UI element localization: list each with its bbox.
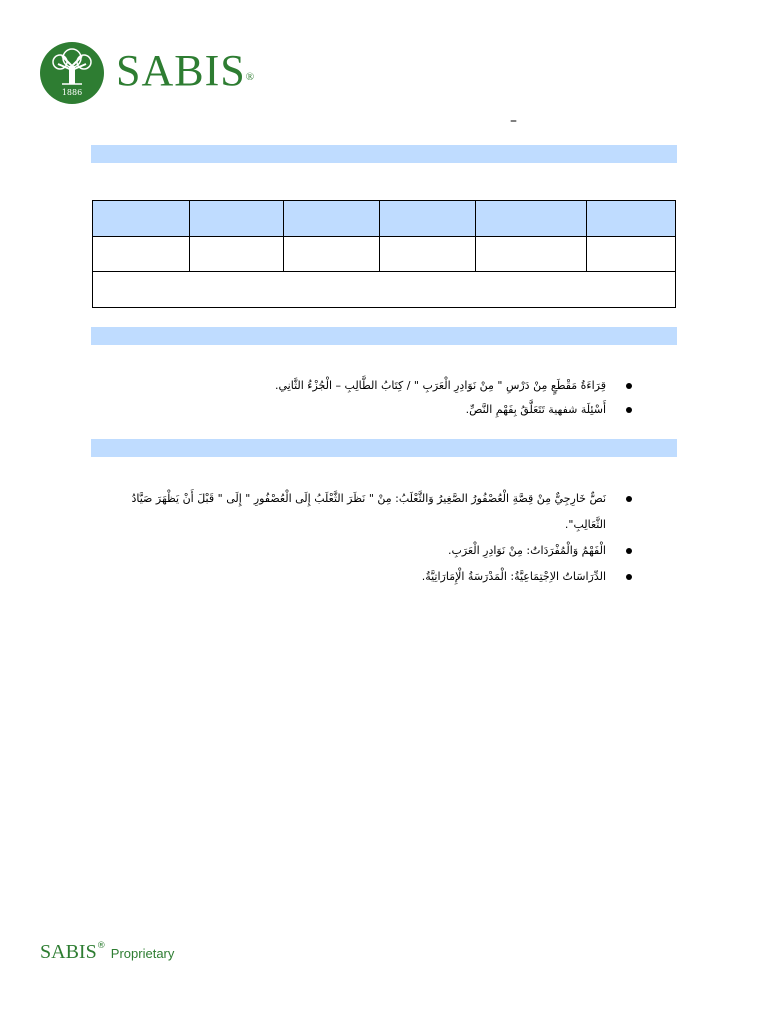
table-header-cell bbox=[190, 201, 284, 237]
header-dash: – bbox=[510, 113, 517, 129]
section-band-1 bbox=[91, 145, 677, 163]
tree-icon bbox=[40, 42, 104, 104]
bullet-icon bbox=[626, 407, 632, 413]
logo-year: 1886 bbox=[61, 88, 83, 97]
bullet-icon bbox=[626, 496, 632, 502]
bullet-icon bbox=[626, 548, 632, 554]
footer-brand: SABIS bbox=[40, 941, 97, 963]
list-item bbox=[100, 538, 632, 564]
table-header-cell bbox=[284, 201, 380, 237]
registered-mark: ® bbox=[245, 71, 256, 83]
table-header-cell bbox=[476, 201, 587, 237]
reading-list bbox=[200, 374, 632, 422]
list-item bbox=[100, 486, 632, 538]
table-header-cell bbox=[380, 201, 476, 237]
logo-wordmark bbox=[116, 46, 255, 96]
list-item bbox=[200, 398, 632, 422]
table-header-cell bbox=[587, 201, 676, 237]
list-item-text: أَسْئِلَة شفهية تَتَعَلَّقُ بِفَهْمِ النَّصِّ. bbox=[465, 403, 606, 416]
table-cell[interactable] bbox=[190, 237, 284, 272]
bullet-icon bbox=[626, 574, 632, 580]
table-wide-row bbox=[93, 272, 676, 308]
list-item-text: قِرَاءَةُ مَقْطَعٍ مِنْ دَرْسِ " مِنْ نَوَادِرِ الْعَرَبِ " / كِتَابُ الطَّالِبِ – الْجُزْءُ الثَّانِي. bbox=[274, 379, 606, 392]
sabis-logo bbox=[40, 40, 280, 104]
table-cell[interactable] bbox=[476, 237, 587, 272]
section-band-3 bbox=[91, 439, 677, 457]
table-cell[interactable] bbox=[93, 237, 190, 272]
footer-label: Proprietary bbox=[110, 946, 175, 961]
list-item-text: نَصٌّ خَارِجِيٌّ مِنْ قِصَّةِ الْعُصْفُورُ الصَّغِيرُ وَالثَّعْلَبُ: مِنْ " نَظَرَ الثَّعْلَبُ إِلَى الْعُصْفُورِ " إِلَى " قَبْلَ أَنْ يَظْهَرَ صَيَّادُ الثَّعَالِبِ". bbox=[131, 492, 606, 531]
list-item bbox=[100, 564, 632, 590]
table-header-row bbox=[93, 201, 676, 237]
list-item-text: الدِّرَاسَاتُ الاِجْتِمَاعِيَّةُ: الْمَدْرَسَةُ الْإِمَارَاتِيَّةُ. bbox=[421, 570, 606, 583]
table-row bbox=[93, 237, 676, 272]
footer-registered-mark: ® bbox=[96, 941, 106, 951]
logo-brand-text: SABIS bbox=[116, 46, 246, 95]
info-table bbox=[92, 200, 676, 308]
table-header-cell bbox=[93, 201, 190, 237]
footer-proprietary bbox=[40, 941, 174, 964]
bullet-icon bbox=[626, 383, 632, 389]
table-wide-cell[interactable] bbox=[93, 272, 676, 308]
list-item bbox=[200, 374, 632, 398]
section-band-2 bbox=[91, 327, 677, 345]
exam-content-list bbox=[100, 486, 632, 590]
table-cell[interactable] bbox=[380, 237, 476, 272]
table-cell[interactable] bbox=[587, 237, 676, 272]
list-item-text: الْفَهْمُ وَالْمُفْرَدَاتُ: مِنْ نَوَادِرِ الْعَرَبِ. bbox=[448, 544, 606, 557]
table-cell[interactable] bbox=[284, 237, 380, 272]
